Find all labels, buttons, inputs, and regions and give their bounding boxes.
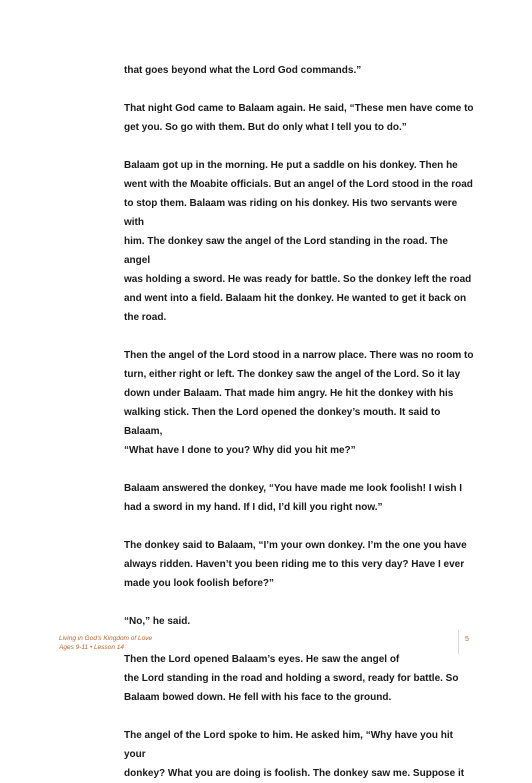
paragraph-gap xyxy=(124,460,476,479)
paragraph-gap xyxy=(124,517,476,536)
footer xyxy=(59,634,152,652)
paragraph-gap xyxy=(124,593,476,612)
text-line: donkey? What you are doing is foolish. The donkey saw me. Suppose it xyxy=(124,768,465,779)
text-line: walking stick. Then the Lord opened the donkey’s mouth. It said to Balaam, xyxy=(124,407,441,437)
paragraph-gap xyxy=(124,137,476,156)
text-line: that goes beyond what the Lord God commands.” xyxy=(124,65,362,76)
paragraph xyxy=(124,346,476,460)
text-line: always ridden. Haven’t you been riding me to this very day? Have I ever xyxy=(124,559,465,570)
text-line: made you look foolish before?” xyxy=(124,578,275,589)
paragraph xyxy=(124,479,476,517)
text-line: Balaam got up in the morning. He put a saddle on his donkey. Then he xyxy=(124,160,458,171)
footer-subtitle: Ages 9-11 • Lesson 14 xyxy=(59,644,125,651)
text-line: had a sword in my hand. If I did, I’d kill you right now.” xyxy=(124,502,383,513)
text-line: Then the angel of the Lord stood in a narrow place. There was no room to xyxy=(124,350,474,361)
text-line: went with the Moabite officials. But an angel of the Lord stood in the road xyxy=(124,179,473,190)
text-line: Balaam answered the donkey, “You have made me look foolish! I wish I xyxy=(124,483,463,494)
paragraph xyxy=(124,726,476,783)
footer-divider xyxy=(458,630,459,654)
paragraph-gap xyxy=(124,707,476,726)
paragraph xyxy=(124,61,476,80)
paragraph-gap xyxy=(124,327,476,346)
text-line: and went into a field. Balaam hit the donkey. He wanted to get it back on xyxy=(124,293,467,304)
text-line: Balaam bowed down. He fell with his face to the ground. xyxy=(124,692,392,703)
paragraph xyxy=(124,650,476,707)
page-number: 5 xyxy=(465,636,469,643)
text-line: “What have I done to you? Why did you hit me?” xyxy=(124,445,356,456)
text-line: “No,” he said. xyxy=(124,616,191,627)
paragraph xyxy=(124,536,476,593)
paragraph-gap xyxy=(124,80,476,99)
text-line: The angel of the Lord spoke to him. He asked him, “Why have you hit your xyxy=(124,730,453,760)
paragraph xyxy=(124,156,476,327)
text-line: The donkey said to Balaam, “I’m your own donkey. I’m the one you have xyxy=(124,540,467,551)
text-line: him. The donkey saw the angel of the Lord standing in the road. The angel xyxy=(124,236,448,266)
text-line: the Lord standing in the road and holding a sword, ready for battle. So xyxy=(124,673,459,684)
body-text xyxy=(124,61,476,783)
paragraph-gap xyxy=(124,631,476,650)
text-line: Then the Lord opened Balaam’s eyes. He saw the angel of xyxy=(124,654,400,665)
footer-title: Living in God’s Kingdom of Love xyxy=(59,635,153,642)
text-line: get you. So go with them. But do only what I tell you to do.” xyxy=(124,122,407,133)
paragraph xyxy=(124,612,476,631)
text-line: That night God came to Balaam again. He said, “These men have come to xyxy=(124,103,474,114)
paragraph xyxy=(124,99,476,137)
text-line: turn, either right or left. The donkey saw the angel of the Lord. So it lay xyxy=(124,369,461,380)
text-line: the road. xyxy=(124,312,167,323)
text-line: down under Balaam. That made him angry. He hit the donkey with his xyxy=(124,388,454,399)
text-line: was holding a sword. He was ready for battle. So the donkey left the road xyxy=(124,274,472,285)
text-line: to stop them. Balaam was riding on his donkey. His two servants were with xyxy=(124,198,458,228)
